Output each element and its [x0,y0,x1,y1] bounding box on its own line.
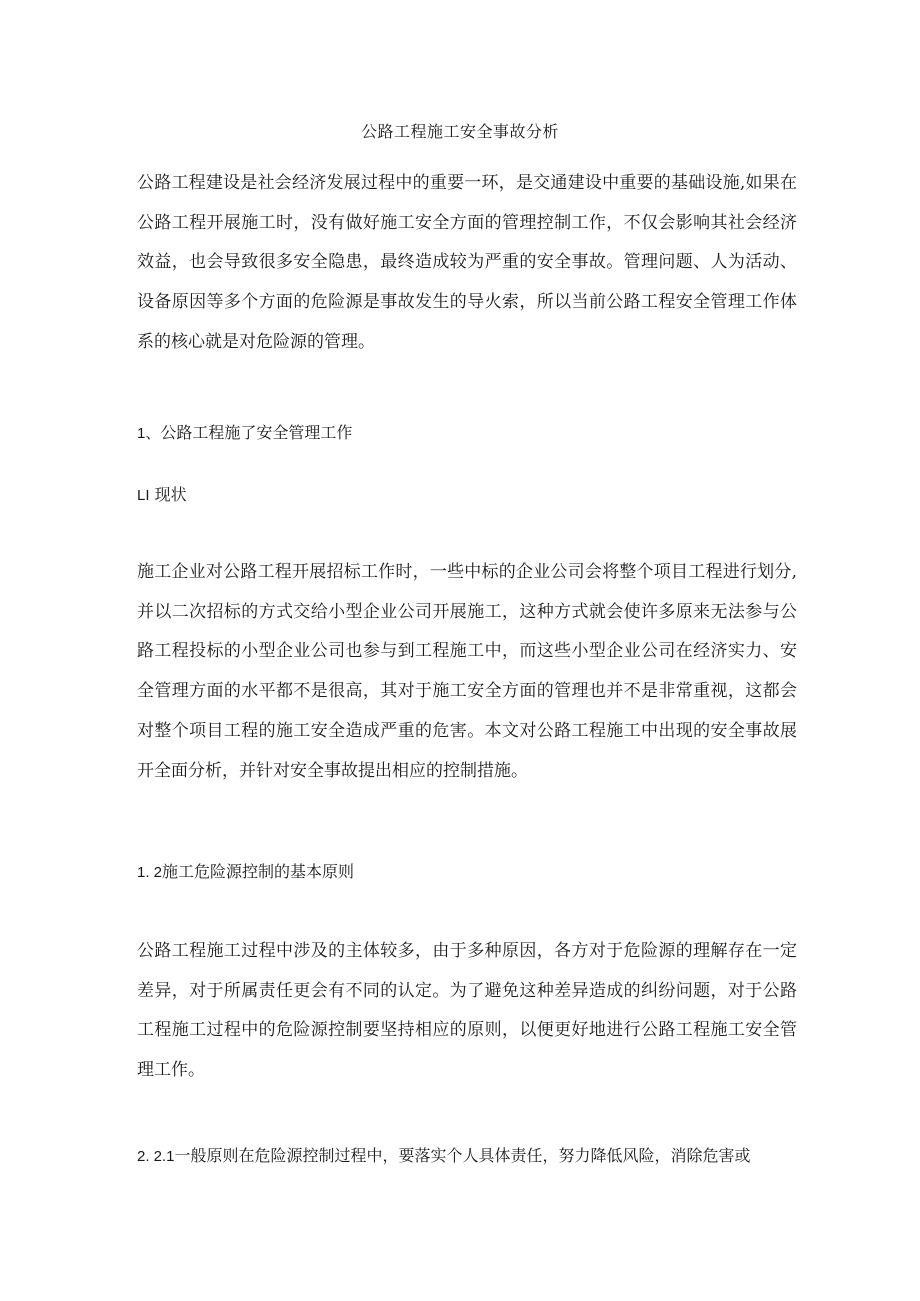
intro-paragraph: 公路工程建设是社会经济发展过程中的重要一环，是交通建设中重要的基础设施,如果在公路工程开展施工时，没有做好施工安全方面的管理控制工作，不仅会影响其社会经济效益，也会导致很多安全隐患，最终造成较为严重的安全事故。管理问题、人为活动、设备原因等多个方面的危险源是事故发生的导火索，所以当前公路工程安全管理工作体系的核心就是对危险源的管理。 [137,173,797,352]
document-title: 公路工程施工安全事故分析 [360,122,559,141]
section-1-heading [137,423,352,444]
section-number: 1. 2 [137,864,163,881]
section-title: 施工危险源控制的基本原则 [162,862,355,881]
status-paragraph: 施工企业对公路工程开展招标工作时，一些中标的企业公司会将整个项目工程进行划分,并以二次招标的方式交给小型企业公司开展施工，这种方式就会使许多原来无法参与公路工程投标的小型企业公司也参与到工程施工中，而这些小型企业公司在经济实力、安全管理方面的水平都不是很高，其对于施工安全方面的管理也并不是非常重视，这都会对整个项目工程的施工安全造成严重的危害。本文对公路工程施工中出现的安全事故展开全面分析，并针对安全事故提出相应的控制措施。 [137,562,797,781]
section-title: 公路工程施了安全管理工作 [160,423,353,442]
section-number: 1、 [137,425,161,442]
section-title: 一般原则在危险源控制过程中，要落实个人具体责任，努力降低风险，消除危害或 [174,1146,751,1165]
section-number: LI [137,487,150,504]
section-title: 现状 [149,485,187,504]
principles-paragraph: 公路工程施工过程中涉及的主体较多，由于多种原因，各方对于危险源的理解存在一定差异，对于所属责任更会有不同的认定。为了避免这种差异造成的纠纷问题，对于公路工程施工过程中的危险源控制要坚持相应的原则，以便更好地进行公路工程施工安全管理工作。 [137,941,797,1081]
section-1-1-heading [137,485,187,506]
section-number: 2. 2.1 [137,1148,175,1165]
section-2-1-heading [137,1146,751,1167]
section-1-2-heading [137,862,354,883]
